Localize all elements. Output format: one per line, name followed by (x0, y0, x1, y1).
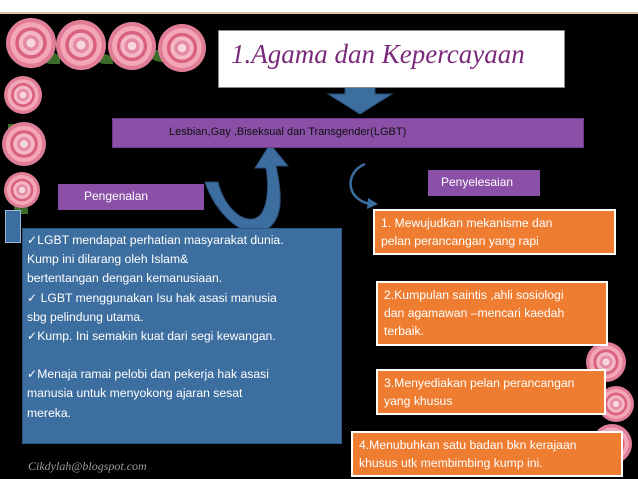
top-border (0, 0, 638, 14)
topic-text: Lesbian,Gay ,Biseksual dan Transgender(LGBT) (169, 126, 407, 138)
curved-arrow-right-icon (351, 164, 370, 204)
pengenalan-line: bertentangan dengan kemanusiaan. (27, 271, 223, 286)
solution-line: yang khusus (384, 394, 453, 408)
solution-box-3 (376, 369, 606, 415)
title-box (218, 30, 565, 88)
topic-bar (112, 118, 584, 148)
solution-line: 3.Menyediakan pelan perancangan (384, 376, 575, 390)
pengenalan-line: ✓Kump. Ini semakin kuat dari segi kewangan. (27, 329, 276, 344)
solution-box-4 (351, 431, 623, 477)
solution-line: 4.Menubuhkan satu badan bkn kerajaan (359, 438, 577, 452)
solution-box-1 (373, 209, 616, 255)
solution-line: dan agamawan –mencari kaedah (384, 306, 565, 320)
solution-line: terbaik. (384, 324, 424, 338)
pengenalan-line: Kump ini dilarang oleh Islam& (27, 252, 189, 267)
pengenalan-line: mereka. (27, 405, 72, 420)
pengenalan-line (27, 346, 337, 365)
solution-line: 1. Mewujudkan mekanisme dan (381, 216, 553, 230)
pengenalan-line: ✓ LGBT menggunakan Isu hak asasi manusia (27, 290, 277, 305)
pengenalan-label (58, 184, 204, 210)
solution-line: pelan perancangan yang rapi (381, 234, 539, 248)
solution-line: 2.Kumpulan saintis ,ahli sosiologi (384, 288, 564, 302)
penyelesaian-label (428, 170, 540, 196)
page-title: 1.Agama dan Kepercayaan (231, 39, 525, 69)
solution-line: khusus utk membimbing kump ini. (359, 456, 543, 470)
solution-box-2 (376, 281, 608, 346)
pengenalan-content (22, 228, 342, 444)
slide (0, 14, 638, 479)
pengenalan-line: sbg pelindung utama. (27, 309, 144, 324)
pengenalan-line: ✓Menaja ramai pelobi dan pekerja hak asasi (27, 367, 269, 382)
curved-arrow-icon (205, 144, 288, 233)
blog-watermark: Cikdylah@blogspot.com (28, 459, 147, 473)
penyelesaian-label-text: Penyelesaian (441, 175, 514, 189)
pengenalan-line: ✓LGBT mendapat perhatian masyarakat dunia. (27, 233, 284, 247)
pengenalan-label-text: Pengenalan (84, 189, 149, 203)
pengenalan-line: manusia untuk menyokong ajaran sesat (27, 386, 243, 401)
